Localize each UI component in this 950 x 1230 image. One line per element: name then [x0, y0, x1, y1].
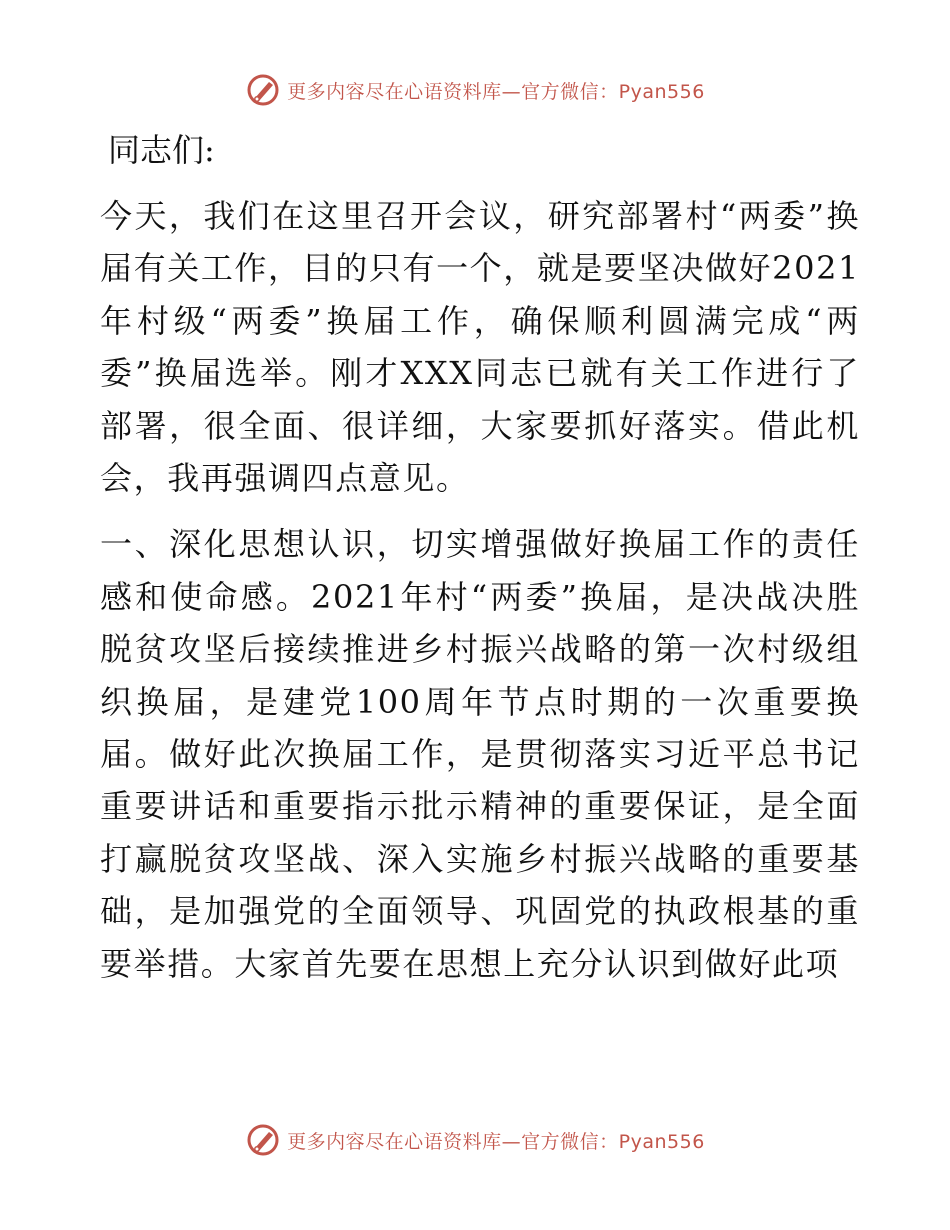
pen-circle-logo-icon: [245, 72, 281, 108]
watermark-text: 更多内容尽在心语资料库—官方微信：Pyan556: [287, 1130, 705, 1153]
salutation: 同志们:: [108, 131, 215, 169]
paragraph-section-one: 一、深化思想认识，切实增强做好换届工作的责任感和使命感。2021年村“两委”换届，是决战决胜脱贫攻坚后接续推进乡村振兴战略的第一次村级组织换届，是建党100周年节点时期的一次重要换届。做好此次换届工作，是贯彻落实习近平总书记重要讲话和重要指示批示精神的重要保证，是全面打赢脱贫攻坚战、深入实施乡村振兴战略的重要基础，是加强党的全面领导、巩固党的执政根基的重要举措。大家首先要在思想上充分认识到做好此项: [100, 525, 860, 983]
watermark-text: 更多内容尽在心语资料库—官方微信：Pyan556: [287, 80, 705, 103]
document-body: [100, 124, 860, 1004]
watermark-footer: [0, 1120, 950, 1160]
watermark-header: [0, 70, 950, 110]
paragraph-intro: 今天，我们在这里召开会议，研究部署村“两委”换届有关工作，目的只有一个，就是要坚决做好2021年村级“两委”换届工作，确保顺利圆满完成“两委”换届选举。刚才XXX同志已就有关工作进行了部署，很全面、很详细，大家要抓好落实。借此机会，我再强调四点意见。: [100, 197, 860, 498]
pen-circle-logo-icon: [245, 1122, 281, 1158]
